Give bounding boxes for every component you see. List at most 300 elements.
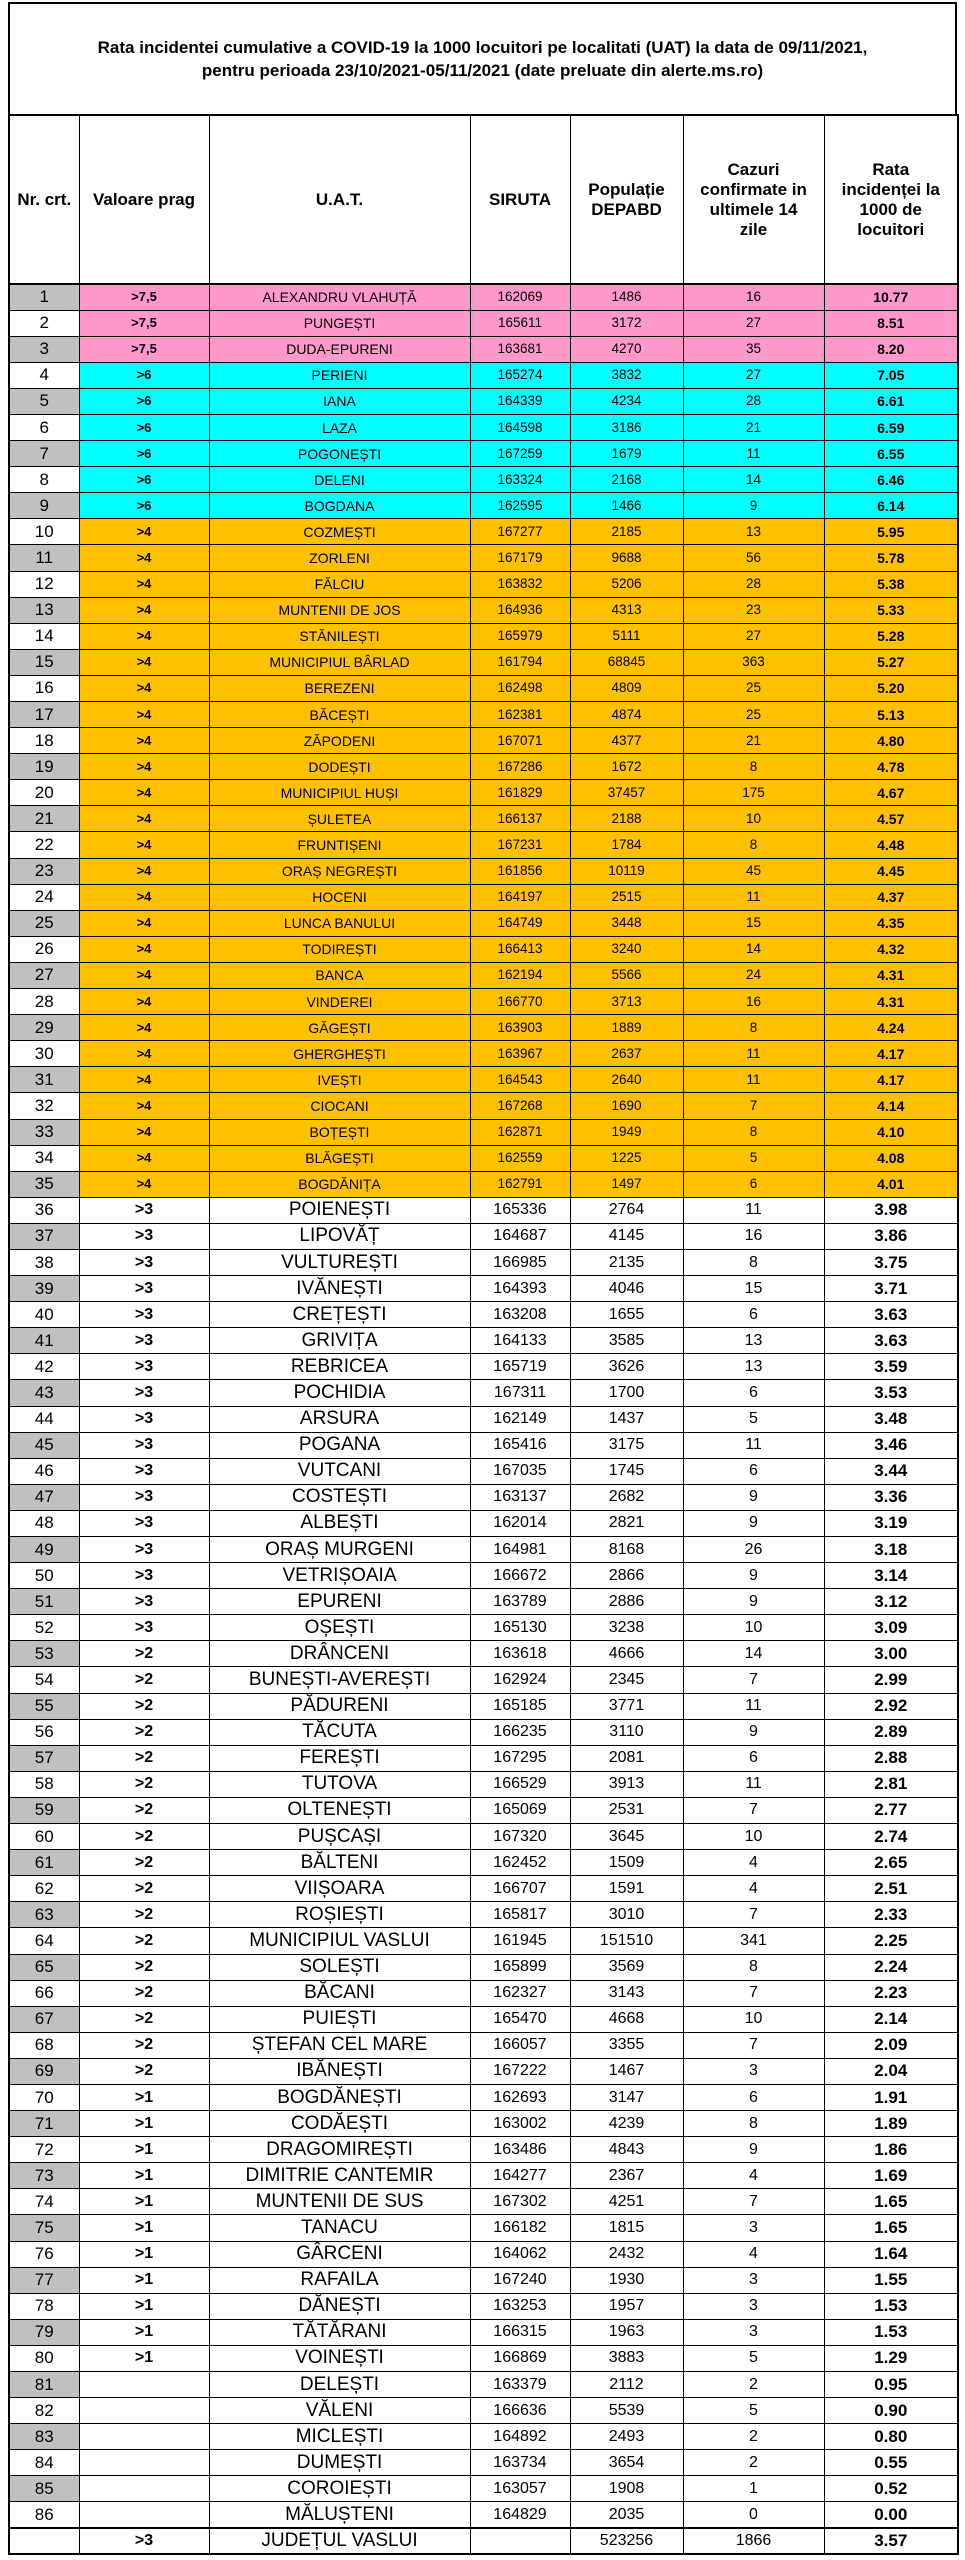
- row-threshold: >3: [79, 1537, 209, 1563]
- row-population: 1437: [570, 1406, 683, 1432]
- row-confirmed-cases: 3: [683, 2058, 824, 2084]
- row-siruta-code: 164598: [470, 414, 570, 440]
- row-confirmed-cases: 9: [683, 493, 824, 519]
- row-confirmed-cases: 7: [683, 1797, 824, 1823]
- row-population: 3172: [570, 310, 683, 336]
- row-confirmed-cases: 11: [683, 441, 824, 467]
- row-incidence-rate: 1.55: [824, 2267, 958, 2293]
- row-threshold: >2: [79, 1693, 209, 1719]
- row-number: 27: [9, 962, 79, 988]
- table-row: [9, 545, 958, 571]
- row-uat-name: PERIENI: [209, 362, 470, 388]
- report-title: [8, 2, 957, 114]
- row-confirmed-cases: 16: [683, 1223, 824, 1249]
- row-population: 2493: [570, 2424, 683, 2450]
- row-threshold: >4: [79, 1067, 209, 1093]
- row-confirmed-cases: 14: [683, 936, 824, 962]
- row-incidence-rate: 0.00: [824, 2502, 958, 2528]
- row-incidence-rate: 6.61: [824, 388, 958, 414]
- row-population: 2168: [570, 467, 683, 493]
- row-confirmed-cases: 4: [683, 1876, 824, 1902]
- row-siruta-code: 165899: [470, 1954, 570, 1980]
- row-threshold: >1: [79, 2267, 209, 2293]
- row-confirmed-cases: 7: [683, 1093, 824, 1119]
- row-threshold: >1: [79, 2215, 209, 2241]
- row-siruta-code: 163002: [470, 2111, 570, 2137]
- row-uat-name: DIMITRIE CANTEMIR: [209, 2163, 470, 2189]
- row-confirmed-cases: 8: [683, 1954, 824, 1980]
- row-threshold: >2: [79, 1850, 209, 1876]
- row-population: 2682: [570, 1484, 683, 1510]
- row-number: 59: [9, 1797, 79, 1823]
- row-siruta-code: 165069: [470, 1797, 570, 1823]
- row-incidence-rate: 1.65: [824, 2215, 958, 2241]
- row-incidence-rate: 2.51: [824, 1876, 958, 1902]
- row-siruta-code: 167071: [470, 728, 570, 754]
- row-confirmed-cases: 5: [683, 2345, 824, 2371]
- row-population: 3175: [570, 1432, 683, 1458]
- row-incidence-rate: 3.59: [824, 1354, 958, 1380]
- row-population: 2112: [570, 2372, 683, 2398]
- row-number: 79: [9, 2319, 79, 2345]
- row-number: 47: [9, 1484, 79, 1510]
- row-confirmed-cases: 27: [683, 310, 824, 336]
- row-threshold: [79, 2502, 209, 2528]
- row-siruta-code: 167231: [470, 832, 570, 858]
- row-siruta-code: 163486: [470, 2137, 570, 2163]
- row-number: 67: [9, 2006, 79, 2032]
- row-uat-name: DĂNEȘTI: [209, 2293, 470, 2319]
- row-confirmed-cases: 4: [683, 2241, 824, 2267]
- row-threshold: >2: [79, 1745, 209, 1771]
- row-number: 33: [9, 1119, 79, 1145]
- row-population: 1672: [570, 754, 683, 780]
- row-siruta-code: 166137: [470, 806, 570, 832]
- table-row: [9, 989, 958, 1015]
- row-population: 1690: [570, 1093, 683, 1119]
- header-threshold: Valoare prag: [79, 115, 209, 284]
- table-row: [9, 1249, 958, 1275]
- table-row: [9, 910, 958, 936]
- row-number: 44: [9, 1406, 79, 1432]
- row-siruta-code: 162327: [470, 1980, 570, 2006]
- row-uat-name: RAFAILA: [209, 2267, 470, 2293]
- row-uat-name: BĂCEȘTI: [209, 702, 470, 728]
- row-uat-name: LIPOVĂȚ: [209, 1223, 470, 1249]
- row-uat-name: ALBEȘTI: [209, 1510, 470, 1536]
- table-row: [9, 1510, 958, 1536]
- row-number: 60: [9, 1824, 79, 1850]
- table-row: [9, 1771, 958, 1797]
- row-siruta-code: 164936: [470, 597, 570, 623]
- row-population: 4270: [570, 336, 683, 362]
- row-incidence-rate: 4.31: [824, 989, 958, 1015]
- row-threshold: >3: [79, 1354, 209, 1380]
- row-uat-name: DODEȘTI: [209, 754, 470, 780]
- row-incidence-rate: 5.95: [824, 519, 958, 545]
- table-row: [9, 284, 958, 310]
- row-uat-name: VINDEREI: [209, 989, 470, 1015]
- row-confirmed-cases: 8: [683, 754, 824, 780]
- row-incidence-rate: 2.25: [824, 1928, 958, 1954]
- row-threshold: >1: [79, 2293, 209, 2319]
- row-siruta-code: 167295: [470, 1745, 570, 1771]
- row-siruta-code: 164339: [470, 388, 570, 414]
- row-siruta-code: 162498: [470, 675, 570, 701]
- row-uat-name: ȘTEFAN CEL MARE: [209, 2032, 470, 2058]
- row-population: 2515: [570, 884, 683, 910]
- row-population: 3585: [570, 1328, 683, 1354]
- row-confirmed-cases: 9: [683, 1589, 824, 1615]
- row-uat-name: POGONEȘTI: [209, 441, 470, 467]
- row-population: 2081: [570, 1745, 683, 1771]
- row-number: 69: [9, 2058, 79, 2084]
- row-siruta-code: 164749: [470, 910, 570, 936]
- row-confirmed-cases: 11: [683, 1432, 824, 1458]
- row-incidence-rate: 3.00: [824, 1641, 958, 1667]
- row-incidence-rate: 1.29: [824, 2345, 958, 2371]
- row-population: 8168: [570, 1537, 683, 1563]
- table-row: [9, 2424, 958, 2450]
- row-threshold: >4: [79, 858, 209, 884]
- row-confirmed-cases: 3: [683, 2215, 824, 2241]
- row-number: 4: [9, 362, 79, 388]
- row-confirmed-cases: 7: [683, 2032, 824, 2058]
- row-population: 2531: [570, 1797, 683, 1823]
- row-number: 2: [9, 310, 79, 336]
- row-threshold: >2: [79, 1771, 209, 1797]
- table-row: [9, 519, 958, 545]
- row-incidence-rate: 3.18: [824, 1537, 958, 1563]
- row-number: 39: [9, 1276, 79, 1302]
- table-row: [9, 1432, 958, 1458]
- row-confirmed-cases: 11: [683, 1041, 824, 1067]
- row-confirmed-cases: 11: [683, 884, 824, 910]
- row-siruta-code: 165979: [470, 623, 570, 649]
- row-number: 10: [9, 519, 79, 545]
- row-siruta-code: 165130: [470, 1615, 570, 1641]
- row-incidence-rate: 2.14: [824, 2006, 958, 2032]
- row-threshold: >4: [79, 936, 209, 962]
- row-number: 61: [9, 1850, 79, 1876]
- row-siruta-code: 166770: [470, 989, 570, 1015]
- row-number: 48: [9, 1510, 79, 1536]
- row-population: 3771: [570, 1693, 683, 1719]
- row-incidence-rate: 2.89: [824, 1719, 958, 1745]
- row-siruta-code: 165470: [470, 2006, 570, 2032]
- table-row: [9, 2137, 958, 2163]
- row-confirmed-cases: 25: [683, 675, 824, 701]
- row-threshold: >4: [79, 1041, 209, 1067]
- row-siruta-code: 165274: [470, 362, 570, 388]
- row-siruta-code: 161856: [470, 858, 570, 884]
- row-threshold: >2: [79, 1928, 209, 1954]
- row-population: 2345: [570, 1667, 683, 1693]
- row-incidence-rate: 3.36: [824, 1484, 958, 1510]
- row-confirmed-cases: 27: [683, 362, 824, 388]
- table-row: [9, 2058, 958, 2084]
- row-threshold: >4: [79, 989, 209, 1015]
- row-confirmed-cases: 14: [683, 467, 824, 493]
- row-threshold: >4: [79, 1119, 209, 1145]
- row-uat-name: COZMEȘTI: [209, 519, 470, 545]
- row-number: 9: [9, 493, 79, 519]
- row-uat-name: TUTOVA: [209, 1771, 470, 1797]
- row-confirmed-cases: 4: [683, 2163, 824, 2189]
- row-threshold: >3: [79, 1458, 209, 1484]
- row-confirmed-cases: 3: [683, 2319, 824, 2345]
- row-threshold: >3: [79, 1380, 209, 1406]
- row-uat-name: EPURENI: [209, 1589, 470, 1615]
- table-row: [9, 1980, 958, 2006]
- row-siruta-code: 164687: [470, 1223, 570, 1249]
- row-siruta-code: 166315: [470, 2319, 570, 2345]
- table-row: [9, 2032, 958, 2058]
- row-population: 2886: [570, 1589, 683, 1615]
- row-population: 4668: [570, 2006, 683, 2032]
- row-population: 37457: [570, 780, 683, 806]
- row-confirmed-cases: 8: [683, 832, 824, 858]
- row-number: 86: [9, 2502, 79, 2528]
- row-uat-name: VULTUREȘTI: [209, 1249, 470, 1275]
- row-siruta-code: 163734: [470, 2450, 570, 2476]
- row-threshold: >4: [79, 597, 209, 623]
- row-population: 68845: [570, 649, 683, 675]
- row-siruta-code: 162149: [470, 1406, 570, 1432]
- row-threshold: >7,5: [79, 336, 209, 362]
- row-population: 3186: [570, 414, 683, 440]
- row-population: 2637: [570, 1041, 683, 1067]
- row-uat-name: GĂGEȘTI: [209, 1015, 470, 1041]
- row-threshold: >6: [79, 414, 209, 440]
- row-threshold: >4: [79, 545, 209, 571]
- table-row: [9, 1928, 958, 1954]
- row-siruta-code: 164892: [470, 2424, 570, 2450]
- row-number: 20: [9, 780, 79, 806]
- row-siruta-code: 166235: [470, 1719, 570, 1745]
- row-confirmed-cases: 8: [683, 1249, 824, 1275]
- table-row: [9, 571, 958, 597]
- table-row: [9, 414, 958, 440]
- row-siruta-code: 167268: [470, 1093, 570, 1119]
- row-population: 3010: [570, 1902, 683, 1928]
- row-uat-name: VĂLENI: [209, 2398, 470, 2424]
- table-row: [9, 728, 958, 754]
- row-siruta-code: 161945: [470, 1928, 570, 1954]
- row-number: 45: [9, 1432, 79, 1458]
- row-confirmed-cases: 4: [683, 1850, 824, 1876]
- incidence-table: [8, 114, 959, 2555]
- row-population: 3883: [570, 2345, 683, 2371]
- row-uat-name: IBĂNEȘTI: [209, 2058, 470, 2084]
- row-uat-name: VETRIȘOAIA: [209, 1563, 470, 1589]
- row-uat-name: HOCENI: [209, 884, 470, 910]
- table-body: [9, 284, 958, 2528]
- row-population: 5206: [570, 571, 683, 597]
- row-population: 1509: [570, 1850, 683, 1876]
- row-incidence-rate: 4.01: [824, 1171, 958, 1197]
- row-confirmed-cases: 3: [683, 2293, 824, 2319]
- table-row: [9, 623, 958, 649]
- row-uat-name: PUIEȘTI: [209, 2006, 470, 2032]
- row-number: 76: [9, 2241, 79, 2267]
- row-threshold: >3: [79, 1197, 209, 1223]
- row-incidence-rate: 1.64: [824, 2241, 958, 2267]
- row-siruta-code: 163057: [470, 2476, 570, 2502]
- row-population: 2135: [570, 1249, 683, 1275]
- row-population: 1908: [570, 2476, 683, 2502]
- row-siruta-code: 163137: [470, 1484, 570, 1510]
- total-uat-name: JUDEȚUL VASLUI: [209, 2528, 470, 2554]
- row-incidence-rate: 1.53: [824, 2293, 958, 2319]
- row-number: 16: [9, 675, 79, 701]
- row-confirmed-cases: 10: [683, 1615, 824, 1641]
- table-row: [9, 1641, 958, 1667]
- row-siruta-code: 162871: [470, 1119, 570, 1145]
- row-confirmed-cases: 10: [683, 2006, 824, 2032]
- table-row: [9, 2398, 958, 2424]
- table-row: [9, 1693, 958, 1719]
- row-confirmed-cases: 35: [683, 336, 824, 362]
- row-siruta-code: 166636: [470, 2398, 570, 2424]
- row-population: 3913: [570, 1771, 683, 1797]
- row-incidence-rate: 2.24: [824, 1954, 958, 1980]
- row-threshold: >4: [79, 832, 209, 858]
- row-confirmed-cases: 45: [683, 858, 824, 884]
- row-incidence-rate: 10.77: [824, 284, 958, 310]
- table-row: [9, 1745, 958, 1771]
- row-number: 40: [9, 1302, 79, 1328]
- row-confirmed-cases: 5: [683, 1145, 824, 1171]
- row-confirmed-cases: 25: [683, 702, 824, 728]
- row-number: 6: [9, 414, 79, 440]
- row-siruta-code: 166413: [470, 936, 570, 962]
- row-siruta-code: 167320: [470, 1824, 570, 1850]
- row-siruta-code: 166707: [470, 1876, 570, 1902]
- row-population: 4251: [570, 2189, 683, 2215]
- report-title-line-1: Rata incidentei cumulative a COVID-19 la 1000 locuitori pe localitati (UAT) la data de 09/11/2021,: [97, 38, 868, 57]
- row-incidence-rate: 5.20: [824, 675, 958, 701]
- row-number: 26: [9, 936, 79, 962]
- row-uat-name: COSTEȘTI: [209, 1484, 470, 1510]
- row-population: 3110: [570, 1719, 683, 1745]
- row-siruta-code: 165185: [470, 1693, 570, 1719]
- row-number: 8: [9, 467, 79, 493]
- row-uat-name: MUNICIPIUL HUȘI: [209, 780, 470, 806]
- row-siruta-code: 167259: [470, 441, 570, 467]
- row-incidence-rate: 2.88: [824, 1745, 958, 1771]
- table-row: [9, 2293, 958, 2319]
- row-confirmed-cases: 11: [683, 1197, 824, 1223]
- table-row: [9, 1876, 958, 1902]
- row-incidence-rate: 6.46: [824, 467, 958, 493]
- row-incidence-rate: 0.95: [824, 2372, 958, 2398]
- table-row: [9, 1380, 958, 1406]
- row-incidence-rate: 4.80: [824, 728, 958, 754]
- row-confirmed-cases: 13: [683, 1328, 824, 1354]
- table-row: [9, 702, 958, 728]
- row-uat-name: FĂLCIU: [209, 571, 470, 597]
- row-threshold: >4: [79, 702, 209, 728]
- row-population: 2640: [570, 1067, 683, 1093]
- row-confirmed-cases: 9: [683, 1484, 824, 1510]
- row-siruta-code: 165611: [470, 310, 570, 336]
- row-confirmed-cases: 9: [683, 1719, 824, 1745]
- row-uat-name: DUDA-EPURENI: [209, 336, 470, 362]
- row-siruta-code: 166985: [470, 1249, 570, 1275]
- table-row: [9, 858, 958, 884]
- table-row: [9, 1484, 958, 1510]
- row-confirmed-cases: 6: [683, 1302, 824, 1328]
- table-row: [9, 1458, 958, 1484]
- row-confirmed-cases: 7: [683, 1667, 824, 1693]
- row-threshold: >2: [79, 1980, 209, 2006]
- row-threshold: >1: [79, 2084, 209, 2110]
- row-threshold: [79, 2398, 209, 2424]
- row-number: 36: [9, 1197, 79, 1223]
- table-header: [9, 115, 958, 284]
- row-incidence-rate: 1.89: [824, 2111, 958, 2137]
- row-siruta-code: 162791: [470, 1171, 570, 1197]
- row-siruta-code: 162452: [470, 1850, 570, 1876]
- row-number: 15: [9, 649, 79, 675]
- row-confirmed-cases: 14: [683, 1641, 824, 1667]
- row-population: 1700: [570, 1380, 683, 1406]
- table-row: [9, 2084, 958, 2110]
- row-threshold: >2: [79, 1797, 209, 1823]
- row-incidence-rate: 4.45: [824, 858, 958, 884]
- row-siruta-code: 163253: [470, 2293, 570, 2319]
- row-confirmed-cases: 6: [683, 1458, 824, 1484]
- row-population: 1889: [570, 1015, 683, 1041]
- row-confirmed-cases: 341: [683, 1928, 824, 1954]
- row-siruta-code: 165817: [470, 1902, 570, 1928]
- total-siruta-code: [470, 2528, 570, 2554]
- row-uat-name: CREȚEȘTI: [209, 1302, 470, 1328]
- row-incidence-rate: 5.38: [824, 571, 958, 597]
- row-population: 4874: [570, 702, 683, 728]
- row-population: 4234: [570, 388, 683, 414]
- row-siruta-code: 163324: [470, 467, 570, 493]
- row-siruta-code: 164829: [470, 2502, 570, 2528]
- row-population: 1679: [570, 441, 683, 467]
- row-confirmed-cases: 2: [683, 2372, 824, 2398]
- row-siruta-code: 166182: [470, 2215, 570, 2241]
- row-siruta-code: 164197: [470, 884, 570, 910]
- row-number: 85: [9, 2476, 79, 2502]
- row-population: 1949: [570, 1119, 683, 1145]
- row-population: 9688: [570, 545, 683, 571]
- row-siruta-code: 161794: [470, 649, 570, 675]
- row-uat-name: BOGDĂNIȚA: [209, 1171, 470, 1197]
- row-threshold: >6: [79, 467, 209, 493]
- table-row: [9, 597, 958, 623]
- table-row: [9, 2241, 958, 2267]
- row-threshold: >2: [79, 1824, 209, 1850]
- row-number: 75: [9, 2215, 79, 2241]
- row-siruta-code: 167179: [470, 545, 570, 571]
- row-threshold: >4: [79, 571, 209, 597]
- row-incidence-rate: 6.59: [824, 414, 958, 440]
- row-siruta-code: 162595: [470, 493, 570, 519]
- row-number: 83: [9, 2424, 79, 2450]
- row-uat-name: ORAȘ NEGREȘTI: [209, 858, 470, 884]
- table-row: [9, 649, 958, 675]
- row-population: 1225: [570, 1145, 683, 1171]
- row-siruta-code: 162693: [470, 2084, 570, 2110]
- row-uat-name: BOȚEȘTI: [209, 1119, 470, 1145]
- row-number: 73: [9, 2163, 79, 2189]
